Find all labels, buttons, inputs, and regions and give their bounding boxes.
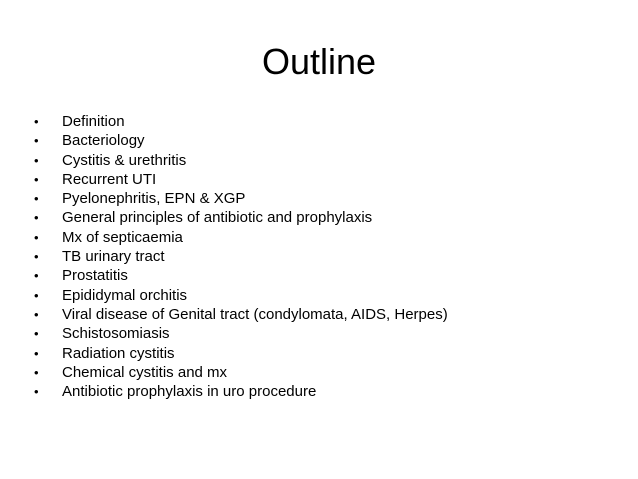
list-item (34, 266, 448, 285)
bullet-icon: • (34, 210, 39, 226)
list-item (34, 382, 448, 401)
list-item (34, 170, 448, 189)
list-item-text: Chemical cystitis and mx (62, 363, 228, 381)
bullet-icon: • (34, 171, 39, 187)
bullet-icon: • (34, 249, 39, 265)
list-item (34, 151, 448, 170)
list-item (34, 112, 448, 131)
list-item (34, 305, 448, 324)
list-item (34, 247, 448, 266)
list-item-text: General principles of antibiotic and prophylaxis (62, 209, 373, 227)
slide-title: Outline (261, 41, 377, 82)
bullet-icon: • (34, 114, 39, 129)
bullet-icon: • (34, 326, 39, 342)
bullet-icon: • (34, 384, 39, 400)
list-item (34, 363, 448, 382)
list-item-text: Recurrent UTI (62, 170, 157, 188)
list-item-text: Radiation cystitis (62, 344, 175, 362)
bullet-icon: • (34, 345, 39, 361)
bullet-icon: • (34, 306, 39, 322)
outline-list (34, 112, 448, 401)
list-item (34, 344, 448, 363)
list-item-text: Pyelonephritis, EPN & XGP (62, 190, 246, 208)
list-item-text: Viral disease of Genital tract (condylomata, AIDS, Herpes) (62, 305, 448, 323)
bullet-icon: • (34, 152, 39, 168)
bullet-icon: • (34, 364, 39, 380)
list-item-text: Schistosomiasis (62, 325, 170, 343)
bullet-icon: • (34, 287, 39, 303)
list-item (34, 286, 448, 305)
list-item-text: Mx of septicaemia (62, 228, 183, 246)
list-item (34, 324, 448, 343)
bullet-icon: • (34, 133, 39, 149)
list-item-text: Cystitis & urethritis (62, 151, 187, 169)
list-item-text: TB urinary tract (62, 248, 165, 266)
list-item-text: Definition (62, 113, 125, 130)
list-item-text: Epididymal orchitis (62, 286, 188, 304)
list-item (34, 189, 448, 208)
list-item (34, 208, 448, 227)
list-item-text: Prostatitis (62, 267, 128, 285)
list-item (34, 131, 448, 150)
list-item-text: Antibiotic prophylaxis in uro procedure (62, 383, 317, 401)
list-item (34, 228, 448, 247)
bullet-icon: • (34, 191, 39, 207)
bullet-icon: • (34, 268, 39, 284)
bullet-icon: • (34, 229, 39, 245)
list-item-text: Bacteriology (62, 132, 145, 150)
